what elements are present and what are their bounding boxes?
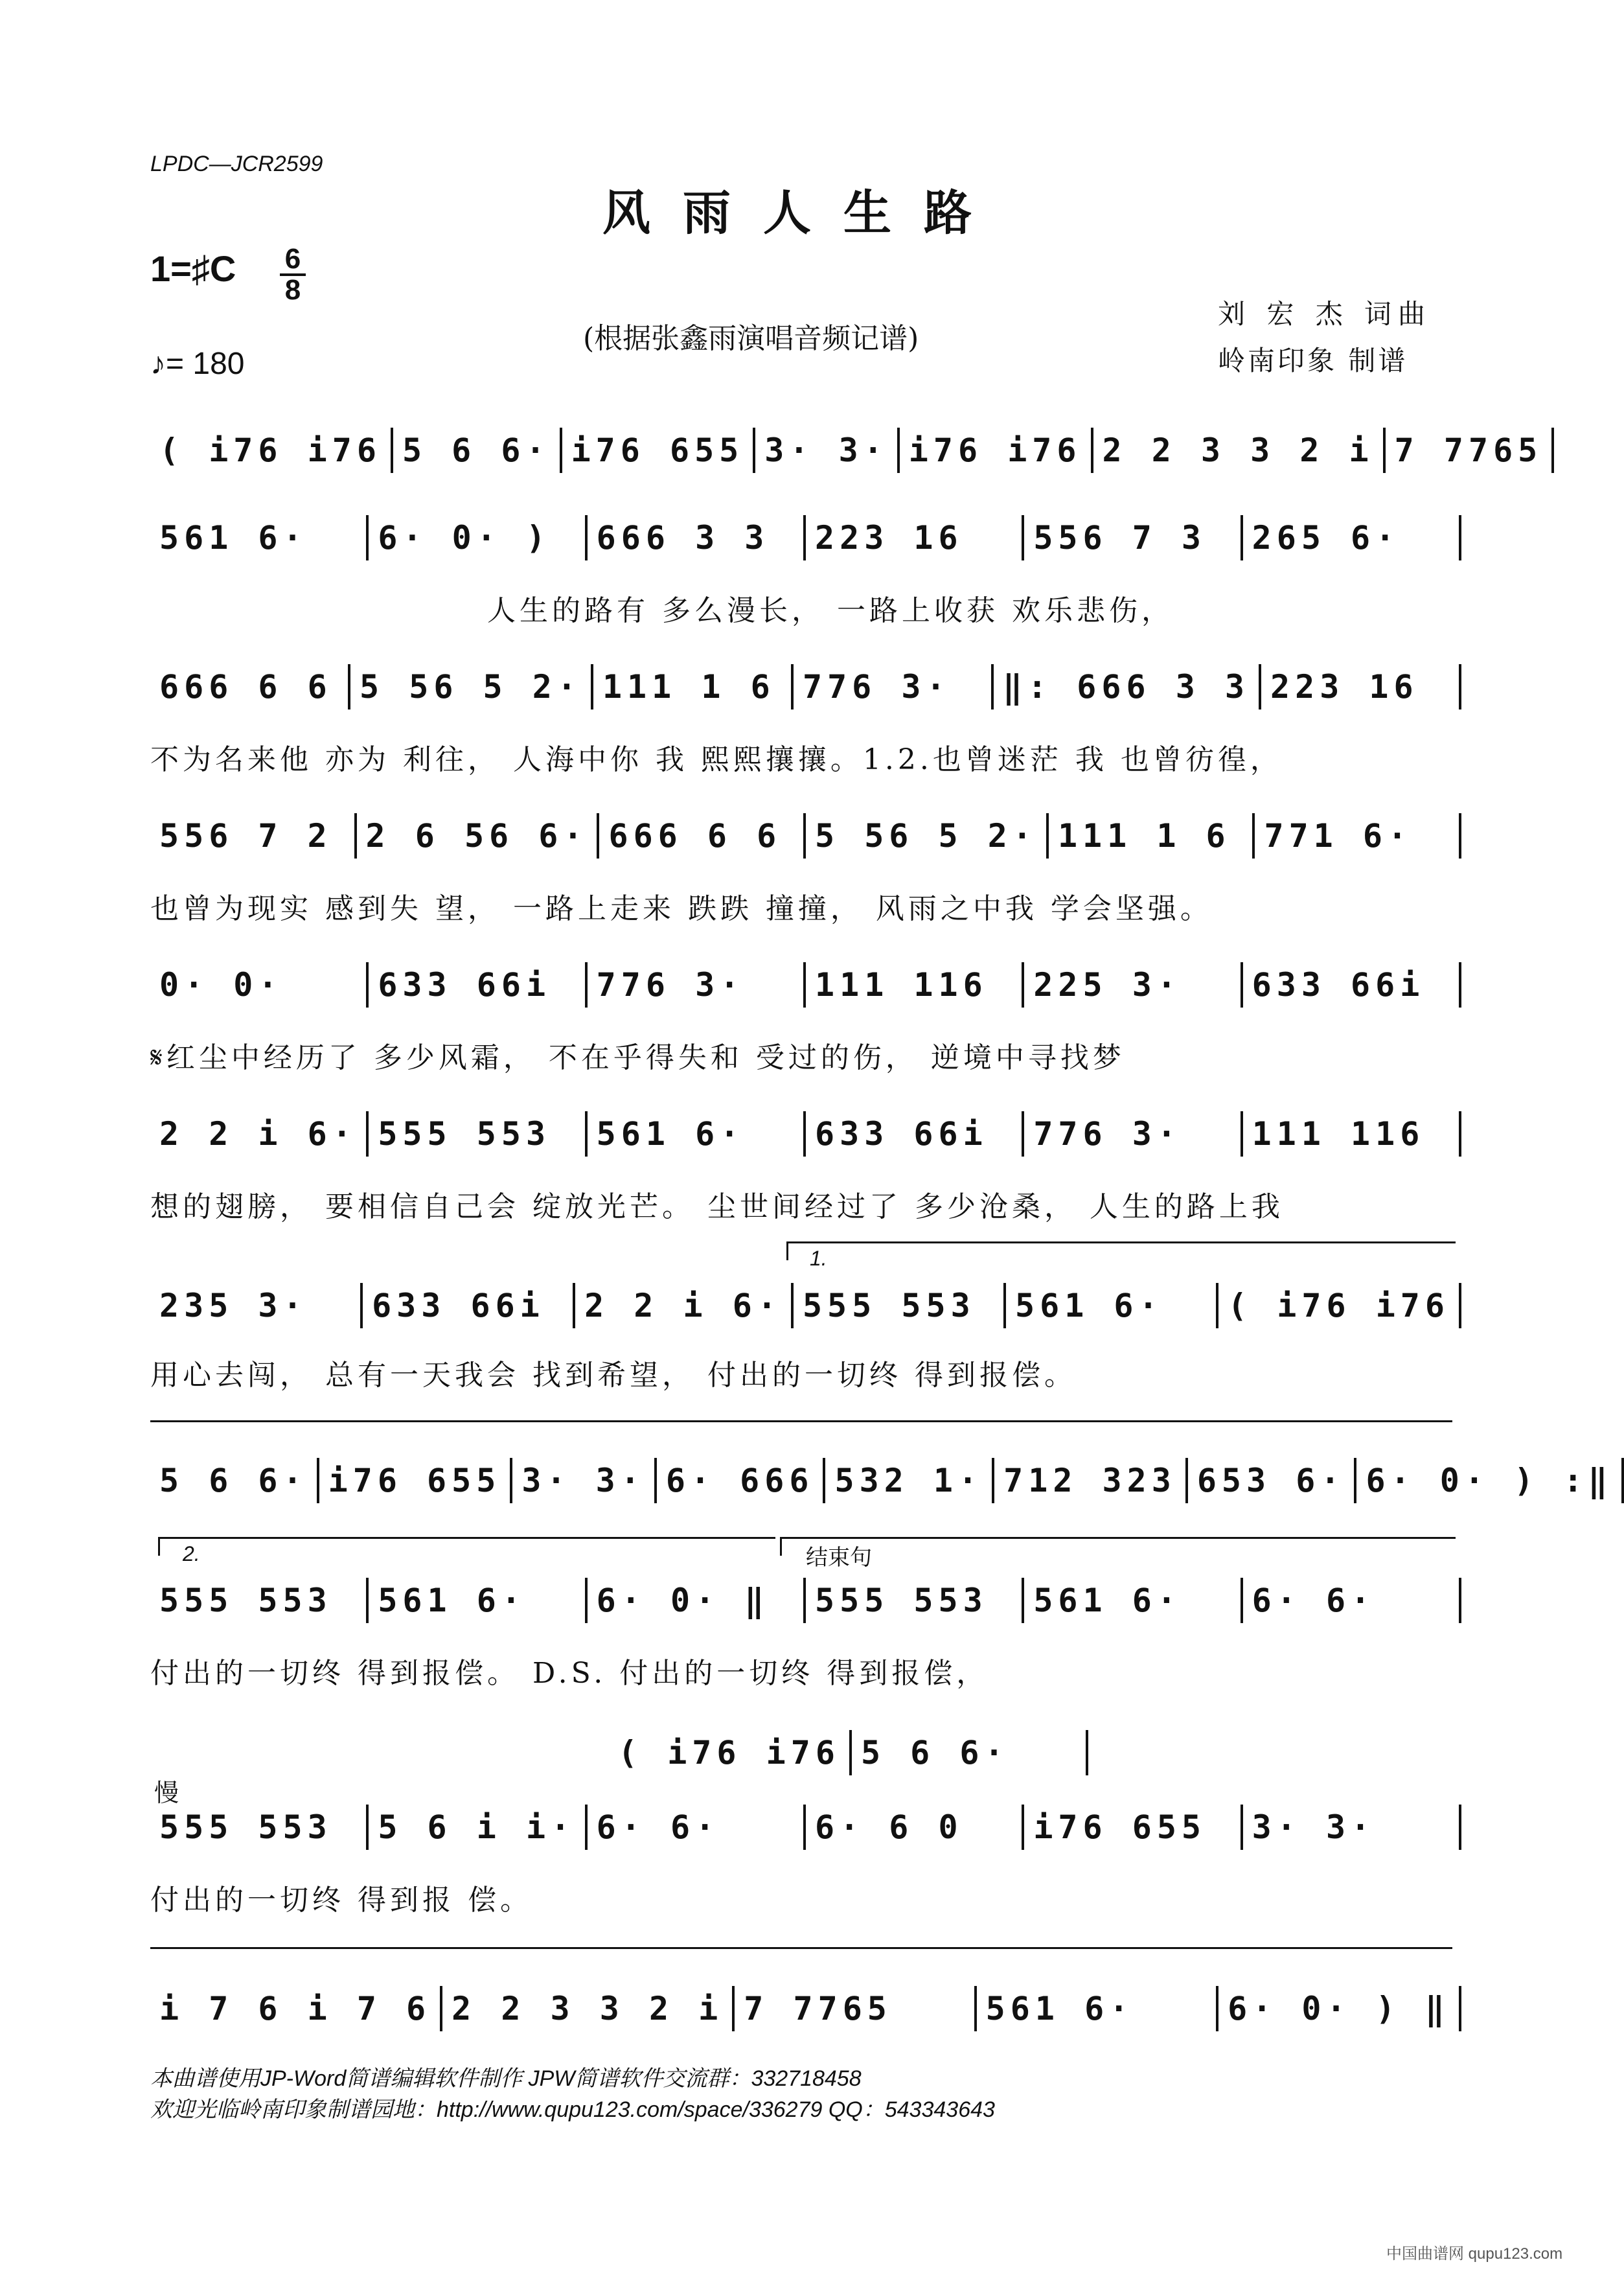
measure: 561 6· [977,1986,1218,2031]
measure: i76 i76 [900,428,1093,473]
measure: 223 16 [1261,664,1461,710]
lyric-line-7: 用心去闯， 总有一天我会 找到希望， 付出的一切终 得到报偿。 [150,1359,1077,1392]
volta-2-label: 2. [183,1542,200,1565]
measure: 0· 0· [150,962,369,1008]
measure: 111 116 [1243,1111,1461,1157]
measure: ( i76 i76 [150,428,393,473]
measure: i 7 6 i 7 6 [150,1986,442,2031]
measure: 555 553 [806,1578,1024,1623]
page-title: 风雨人生路 [602,185,1004,241]
measure: 265 6· [1243,515,1461,560]
measure: 6· 6 0 [806,1805,1024,1850]
measure: 776 3· [1024,1111,1242,1157]
lyric-line-3: 不为名来他 亦为 利往， 人海中你 我 熙熙攘攘。1.2.也曾迷茫 我 也曾彷徨， [150,743,1283,776]
measure: 5 6 6· [852,1730,1088,1775]
measure: i76 655 [562,428,756,473]
measure: 5 6 i i· [369,1805,587,1850]
footer-line-2: 欢迎光临岭南印象制谱园地：http://www.qupu123.com/space/336279 QQ：543343643 [150,2097,995,2122]
volta-1-label: 1. [810,1247,827,1270]
composer: 刘 宏 杰 词曲 [1218,298,1432,330]
measure: 555 553 [794,1283,1006,1328]
staff-row-11 [150,1983,1461,2035]
measure: 556 7 2 [150,813,357,859]
measure: 561 6· [1006,1283,1218,1328]
staff-row-5 [150,959,1461,1011]
measure: 556 7 3 [1024,515,1242,560]
measure: 561 6· [1024,1578,1242,1623]
measure: 7 7765 [1386,428,1555,473]
ending-label: 结束句 [806,1545,872,1571]
staff-row-2 [150,512,1461,564]
measure: 776 3· [794,664,994,710]
measure: 5 56 5 2· [350,664,593,710]
staff-row-3 [150,661,1461,713]
measure: 111 1 6 [1049,813,1255,859]
measure: 555 553 [369,1111,587,1157]
subtitle: (根据张鑫雨演唱音频记谱) [583,322,919,355]
measure: 2 2 3 3 2 i [1093,428,1386,473]
tempo-marking: ♪= 180 [150,347,245,381]
measure: 3· 3· [1243,1805,1461,1850]
measure: 561 6· [588,1111,806,1157]
key-signature: 1=♯C [150,248,236,289]
lyric-line-2: 人生的路有 多么漫长， 一路上收获 欢乐悲伤， [487,594,1174,627]
measure: 666 6 6 [150,664,350,710]
staff-row-8 [150,1455,1613,1506]
measure: 7 7765 [735,1986,976,2031]
measure: 6· 6· [588,1805,806,1850]
coda-continuation [150,1947,1452,1949]
measure: 633 66i [369,962,587,1008]
measure: 633 66i [806,1111,1024,1157]
score-code: LPDC—JCR2599 [150,152,323,176]
measure: 5 56 5 2· [806,813,1049,859]
ending-bracket [780,1537,1456,1556]
arranger: 岭南印象 制谱 [1218,345,1408,376]
measure: 776 3· [588,962,806,1008]
measure: 3· 3· [512,1458,657,1503]
measure: 225 3· [1024,962,1242,1008]
measure: 666 3 3 [588,515,806,560]
volta-1-continuation [150,1420,1452,1422]
measure: 771 6· [1255,813,1461,859]
measure: 555 553 [150,1805,369,1850]
measure: ( i76 i76 [1218,1283,1461,1328]
measure: 561 6· [369,1578,587,1623]
time-signature [280,245,306,305]
measure: 2 6 56 6· [357,813,600,859]
measure: 5 6 6· [393,428,562,473]
instrumental-overlay-row [609,1730,1088,1775]
volta-1-bracket [786,1241,1456,1260]
measure: 666 6 6 [599,813,806,859]
staff-row-6 [150,1108,1461,1160]
staff-row-10 [150,1801,1461,1853]
footer-line-1: 本曲谱使用JP-Word简谱编辑软件制作 JPW简谱软件交流群：332718458 [150,2066,862,2091]
lyric-line-4: 也曾为现实 感到失 望， 一路上走来 跌跌 撞撞， 风雨之中我 学会坚强。 [150,892,1213,925]
measure: 633 66i [1243,962,1461,1008]
time-bottom: 8 [284,274,301,306]
staff-row-1 [150,424,1543,476]
measure: 2 2 i 6· [575,1283,794,1328]
measure: 223 16 [806,515,1024,560]
measure: 6· 666 [657,1458,826,1503]
measure: 633 66i [363,1283,575,1328]
lyric-line-6: 想的翅膀， 要相信自己会 绽放光芒。 尘世间经过了 多少沧桑， 人生的路上我 [150,1190,1284,1223]
measure: 712 323 [994,1458,1188,1503]
measure: 111 116 [806,962,1024,1008]
staff-row-7 [150,1280,1461,1332]
measure: 6· 0· ) ‖ [1218,1986,1461,2031]
staff-row-9 [150,1575,1461,1626]
measure: 5 6 6· [150,1458,319,1503]
site-watermark: 中国曲谱网 qupu123.com [1386,2245,1563,2263]
measure: 235 3· [150,1283,363,1328]
measure: 2 2 3 3 2 i [442,1986,735,2031]
lyric-line-5: 𝄋红尘中经历了 多少风霜， 不在乎得失和 受过的伤， 逆境中寻找梦 [150,1041,1125,1074]
measure: 6· 6· [1243,1578,1461,1623]
measure: 6· 0· ‖ [588,1578,806,1623]
measure: 6· 0· ) :‖ [1356,1458,1624,1503]
measure: ‖: 666 3 3 [994,664,1261,710]
tempo-slow-marking: 慢 [154,1779,179,1807]
time-top: 6 [284,243,301,275]
measure: ( i76 i76 [609,1730,852,1775]
volta-2-bracket [158,1537,775,1556]
lyric-line-10: 付出的一切终 得到报 偿。 [150,1884,532,1917]
measure: 561 6· [150,515,369,560]
measure: 653 6· [1188,1458,1357,1503]
measure: 111 1 6 [593,664,794,710]
staff-row-4 [150,810,1461,862]
measure: i76 655 [319,1458,513,1503]
measure: i76 655 [1024,1805,1242,1850]
lyric-line-9: 付出的一切终 得到报偿。 D.S. 付出的一切终 得到报偿， [150,1657,989,1690]
measure: 2 2 i 6· [150,1111,369,1157]
measure: 532 1· [825,1458,994,1503]
measure: 3· 3· [755,428,900,473]
measure: 6· 0· ) [369,515,587,560]
measure: 555 553 [150,1578,369,1623]
